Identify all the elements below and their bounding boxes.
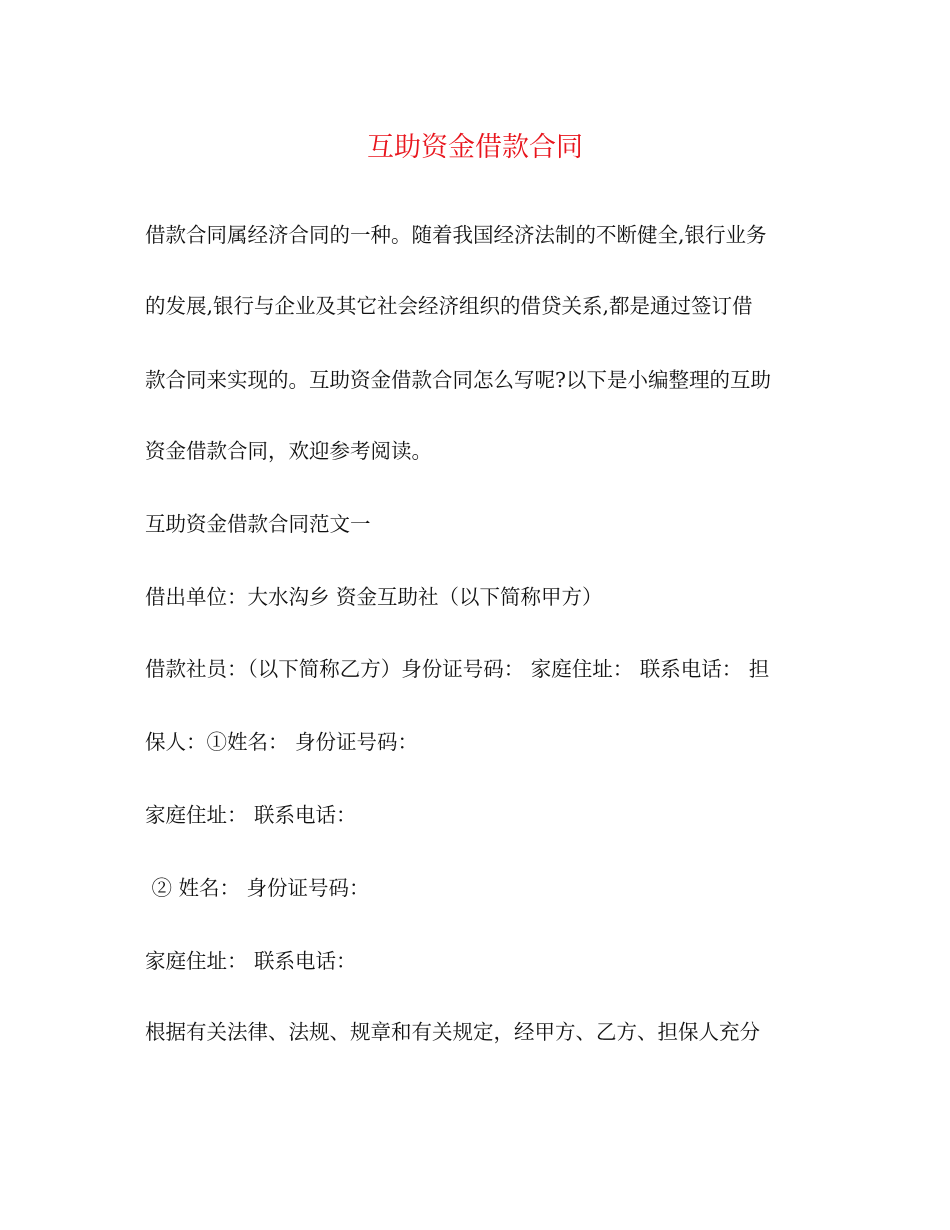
address-line: 家庭住址： 联系电话：	[145, 803, 357, 827]
section-heading: 互助资金借款合同范文一	[145, 512, 371, 536]
address-line: 家庭住址： 联系电话：	[145, 949, 357, 973]
document-title: 互助资金借款合同	[367, 132, 583, 163]
paragraph-line: 根据有关法律、法规、规章和有关规定，经甲方、乙方、担保人充分	[145, 1020, 760, 1044]
guarantor-line: 保人：①姓名： 身份证号码：	[145, 730, 419, 754]
borrower-line: 借款社员：（以下简称乙方）身份证号码： 家庭住址： 联系电话： 担	[145, 657, 770, 681]
paragraph-line: 借款合同属经济合同的一种。随着我国经济法制的不断健全,银行业务	[145, 223, 767, 247]
lender-line: 借出单位：大水沟乡 资金互助社（以下简称甲方）	[145, 585, 603, 609]
guarantor-line: ② 姓名： 身份证号码：	[145, 876, 370, 900]
paragraph-line: 资金借款合同，欢迎参考阅读。	[145, 439, 432, 463]
paragraph-line: 款合同来实现的。互助资金借款合同怎么写呢?以下是小编整理的互助	[145, 368, 771, 392]
paragraph-line: 的发展,银行与企业及其它社会经济组织的借贷关系,都是通过签订借	[145, 294, 753, 318]
